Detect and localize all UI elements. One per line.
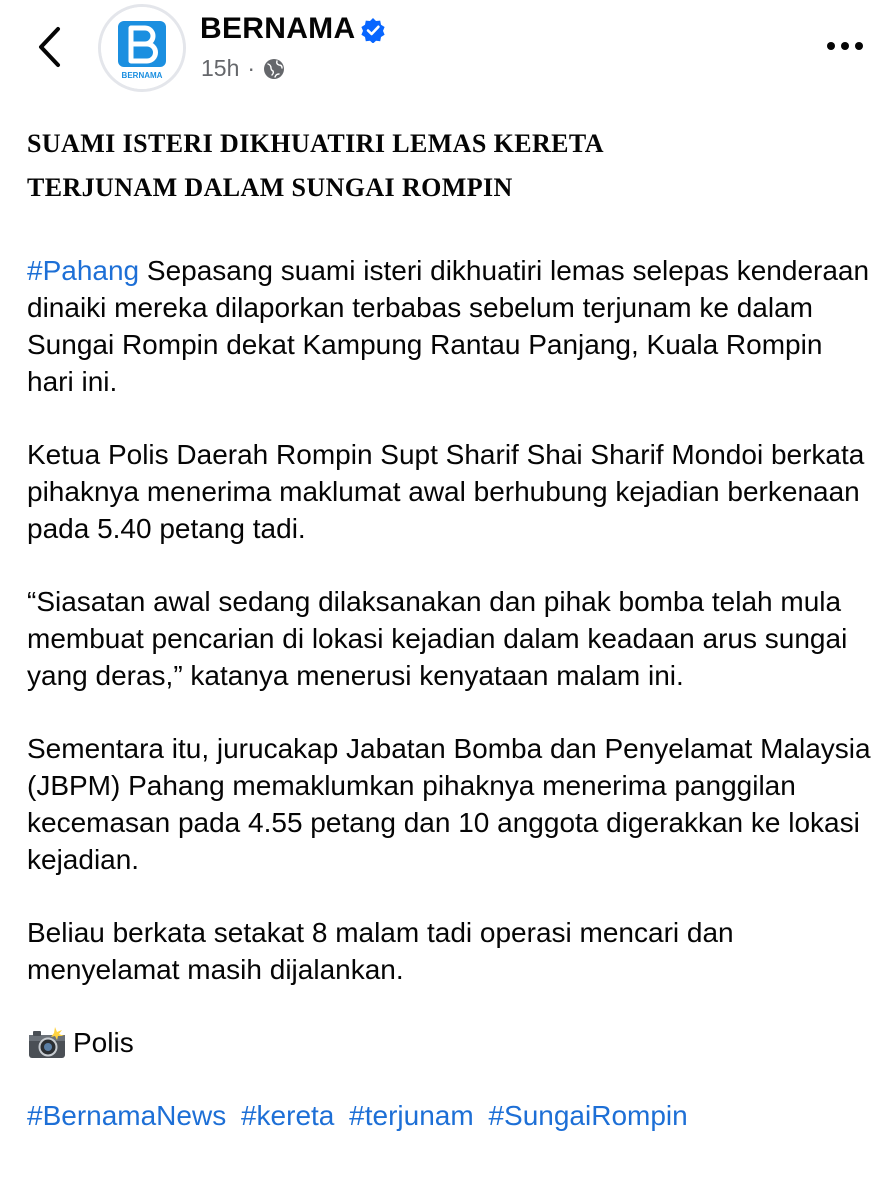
camera-flash-icon xyxy=(27,1026,67,1060)
verified-badge-icon xyxy=(360,17,386,43)
meta-separator: · xyxy=(247,55,256,81)
page-name[interactable]: BERNAMA xyxy=(200,12,356,45)
hashtag-list xyxy=(27,1097,872,1134)
post-header xyxy=(0,0,893,100)
more-options-button[interactable] xyxy=(825,34,865,58)
headline-line-2: TERJUNAM DALAM SUNGAI ROMPIN xyxy=(27,173,513,202)
post-headline xyxy=(27,122,867,210)
more-horizontal-icon xyxy=(825,34,865,58)
svg-text:BERNAMA: BERNAMA xyxy=(121,71,163,80)
paragraph-2: Ketua Polis Daerah Rompin Supt Sharif Shai Sharif Mondoi berkata pihaknya menerima maklumat awal berhubung kejadian berkenaan pada 5.40 petang tadi. xyxy=(27,439,865,544)
paragraph-4: Sementara itu, jurucakap Jabatan Bomba dan Penyelamat Malaysia (JBPM) Pahang memaklumkan pihaknya menerima panggilan kecemasan pada 4.55 petang dan 10 anggota digerakkan ke lokasi kejadian. xyxy=(27,733,871,875)
paragraph-5: Beliau berkata setakat 8 malam tadi operasi mencari dan menyelamat masih dijalankan. xyxy=(27,917,734,985)
hashtag-link[interactable]: #Pahang xyxy=(27,255,140,286)
hashtag-bernamanews[interactable]: #BernamaNews xyxy=(27,1100,227,1131)
chevron-left-icon xyxy=(28,22,72,72)
back-button[interactable] xyxy=(28,22,72,72)
bernama-logo xyxy=(101,7,183,89)
photo-credit-label: Polis xyxy=(73,1027,134,1058)
globe-icon xyxy=(263,58,285,80)
hashtag-terjunam[interactable]: #terjunam xyxy=(349,1100,474,1131)
headline-line-1: SUAMI ISTERI DIKHUATIRI LEMAS KERETA xyxy=(27,129,604,158)
post-meta xyxy=(201,55,285,82)
post-body xyxy=(27,252,872,1134)
hashtag-kereta[interactable]: #kereta xyxy=(240,1100,335,1131)
photo-credit xyxy=(27,1024,872,1061)
paragraph-3: “Siasatan awal sedang dilaksanakan dan pihak bomba telah mula membuat pencarian di lokasi kejadian dalam keadaan arus sungai yang deras,” katanya menerusi kenyataan malam ini. xyxy=(27,586,848,691)
paragraph-1 xyxy=(27,252,872,400)
paragraph-1-text: Sepasang suami isteri dikhuatiri lemas selepas kenderaan dinaiki mereka dilaporkan terbabas sebelum terjunam ke dalam Sungai Rompin dekat Kampung Rantau Panjang, Kuala Rompin hari ini. xyxy=(27,255,870,397)
hashtag-sungairompin[interactable]: #SungaiRompin xyxy=(488,1100,688,1131)
post-timestamp[interactable]: 15h xyxy=(201,55,240,81)
page-avatar[interactable] xyxy=(98,4,186,92)
